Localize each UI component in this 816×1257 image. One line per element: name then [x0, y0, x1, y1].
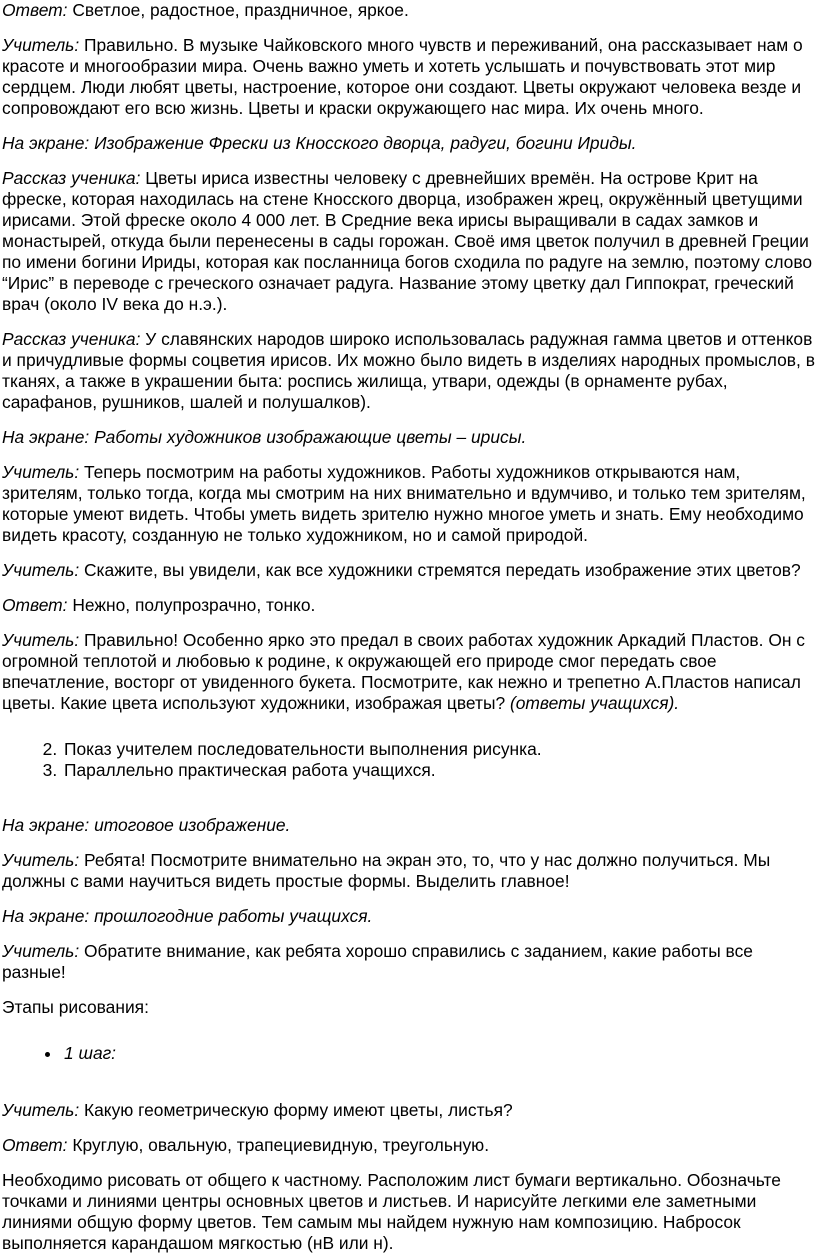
paragraph-text: Скажите, вы увидели, как все художники стремятся передать изображение этих цветов? [79, 560, 801, 580]
paragraph-text: Ребята! Посмотрите внимательно на экран это, то, что у нас должно получиться. Мы должны с вами научиться видеть простые формы. Выделить главное! [2, 850, 771, 891]
paragraph-text: Светлое, радостное, праздничное, яркое. [67, 0, 409, 20]
paragraph-instructions [2, 1170, 816, 1254]
speaker-label: Учитель: [2, 630, 80, 650]
paragraph-text: Изображение Фрески из Кносского дворца, радуги, богини Ириды. [89, 133, 637, 153]
speaker-label: Учитель: [2, 560, 80, 580]
speaker-label: На экране: [2, 906, 90, 926]
list-item: 2. Показ учителем последовательности выполнения рисунка. [62, 739, 816, 760]
paragraph-teacher-4 [2, 630, 816, 714]
paragraph-text: Какую геометрическую форму имеют цветы, листья? [79, 1100, 513, 1120]
paragraph-tail: (ответы учащихся). [509, 693, 680, 713]
paragraph-screen-4 [2, 906, 816, 927]
paragraph-screen-2 [2, 427, 816, 448]
paragraph-teacher-1 [2, 35, 816, 119]
speaker-label: Ответ: [2, 595, 68, 615]
paragraph-teacher-3 [2, 560, 816, 581]
paragraph-text: Правильно. В музыке Чайковского много чувств и переживаний, она рассказывает нам о красоте и многообразии мира. Очень важно уметь и хотеть услышать и почувствовать этот мир сердцем. Люди любят цветы, настроение, которое они создают. Цветы окружают человека везде и сопровождают его всю жизнь. Цветы и краски окружающего нас мира. Их очень много. [2, 35, 803, 118]
paragraph-text: Круглую, овальную, трапециевидную, треугольную. [67, 1135, 490, 1155]
speaker-label: Рассказ ученика: [2, 329, 141, 349]
paragraph-teacher-7 [2, 1100, 816, 1121]
speaker-label: Учитель: [2, 1100, 80, 1120]
speaker-label: Ответ: [2, 1135, 68, 1155]
paragraph-text: Этапы рисования: [2, 997, 149, 1017]
paragraph-teacher-2 [2, 462, 816, 546]
list-item: 3. Параллельно практическая работа учащихся. [62, 760, 816, 781]
paragraph-text: Обратите внимание, как ребята хорошо справились с заданием, какие работы все разные! [2, 941, 753, 982]
paragraph-text: Цветы ириса известны человеку с древнейших времён. На острове Крит на фреске, которая находилась на стене Кносского дворца, изображен жрец, окружённый цветущими ирисами. Этой фреске около 4 000 лет. В Средние века ирисы выращивали в садах замков и монастырей, откуда были перенесены в сады горожан. Своё имя цветок получил в древней Греции по имени богини Ириды, которая как посланница богов сходила по радуге на землю, поэтому слово “Ирис” в переводе с греческого означает радуга. Название этому цветку дал Гиппократ, греческий врач (около IV века до н.э.). [2, 168, 813, 314]
paragraph-student-2 [2, 329, 816, 413]
speaker-label: Учитель: [2, 462, 80, 482]
speaker-label: Учитель: [2, 941, 80, 961]
speaker-label: Ответ: [2, 0, 68, 20]
paragraph-answer-2 [2, 595, 816, 616]
speaker-label: На экране: [2, 133, 90, 153]
speaker-label: На экране: [2, 815, 90, 835]
speaker-label: Учитель: [2, 35, 80, 55]
paragraph-answer-1 [2, 0, 816, 21]
paragraph-text: Работы художников изображающие цветы – ирисы. [89, 427, 527, 447]
paragraph-answer-3 [2, 1135, 816, 1156]
paragraph-text: итоговое изображение. [89, 815, 291, 835]
paragraph-text: прошлогодние работы учащихся. [89, 906, 373, 926]
list-item: • 1 шаг: [62, 1043, 816, 1064]
paragraph-teacher-6 [2, 941, 816, 983]
steps-list [2, 739, 816, 781]
paragraph-screen-3 [2, 815, 816, 836]
speaker-label: На экране: [2, 427, 90, 447]
paragraph-text: Необходимо рисовать от общего к частному. Расположим лист бумаги вертикально. Обозначьте точками и линиями центры основных цветов и листьев. И нарисуйте легкими еле заметными линиями общую форму цветов. Тем самым мы найдем нужную нам композицию. Набросок выполняется карандашом мягкостью (нВ или н). [2, 1170, 781, 1253]
paragraph-screen-1 [2, 133, 816, 154]
paragraph-text: Теперь посмотрим на работы художников. Работы художников открываются нам, зрителям, только тогда, когда мы смотрим на них внимательно и вдумчиво, и только тем зрителям, которые умеют видеть. Чтобы уметь видеть зрителю нужно многое уметь и знать. Ему необходимо видеть красоту, созданную не только художником, но и самой природой. [2, 462, 806, 545]
speaker-label: Рассказ ученика: [2, 168, 141, 188]
paragraph-teacher-5 [2, 850, 816, 892]
paragraph-text: Нежно, полупрозрачно, тонко. [67, 595, 316, 615]
bullet-list [2, 1043, 816, 1064]
speaker-label: Учитель: [2, 850, 80, 870]
paragraph-student-1 [2, 168, 816, 315]
paragraph-text: У славянских народов широко использовалась радужная гамма цветов и оттенков и причудливые формы соцветия ирисов. Их можно было видеть в изделиях народных промыслов, в тканях, а также в украшении быта: роспись жилища, утвари, одежды (в орнаменте рубах, сарафанов, рушников, шалей и полушалков). [2, 329, 815, 412]
paragraph-stages-heading [2, 997, 816, 1018]
paragraph-text: Правильно! Особенно ярко это предал в своих работах художник Аркадий Пластов. Он с огромной теплотой и любовью к родине, к окружающей его природе смог передать свое впечатление, восторг от увиденного букета. Посмотрите, как нежно и трепетно А.Пластов написал цветы. Какие цвета используют художники, изображая цветы? [2, 630, 805, 713]
